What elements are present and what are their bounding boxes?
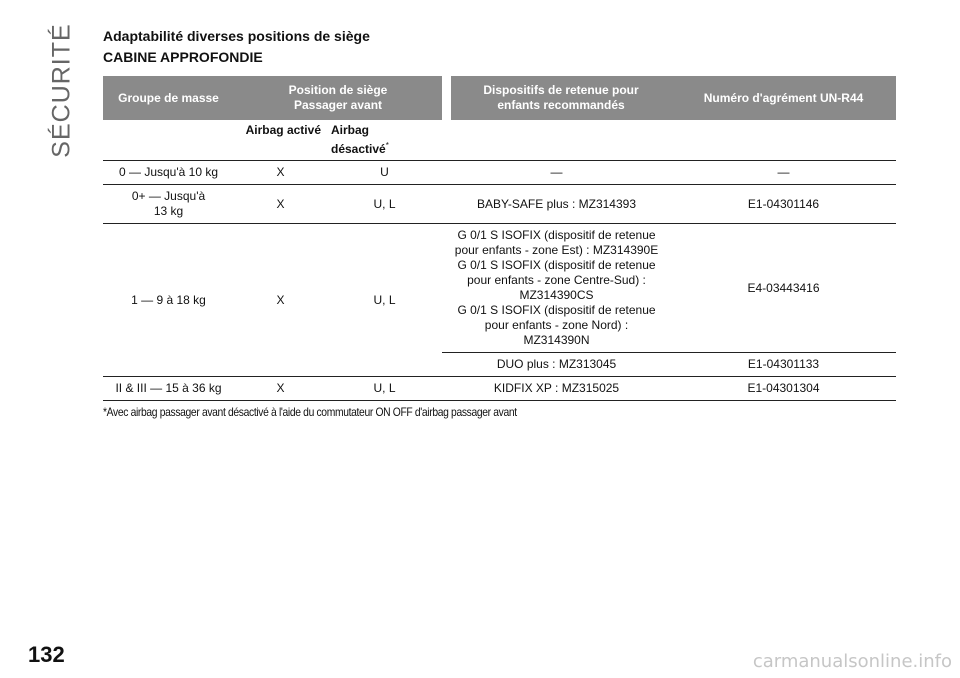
table-row — [103, 185, 896, 224]
header-approval: Numéro d'agrément UN-R44 — [671, 76, 896, 120]
page-title: Adaptabilité diverses positions de siège — [103, 28, 370, 44]
header-seat-position-line2: Passager avant — [293, 98, 383, 112]
cell-device: DUO plus : MZ313045 — [442, 353, 671, 377]
subheader-airbag-off — [327, 120, 896, 161]
device-line: MZ314390N — [523, 333, 590, 347]
subheader-empty — [103, 120, 234, 161]
page-number: 132 — [28, 642, 65, 667]
cell-device: BABY-SAFE plus : MZ314393 — [442, 185, 671, 224]
table-row — [103, 377, 896, 401]
cell-airbag-off: U, L — [327, 185, 442, 224]
section-label-text: SÉCURITÉ — [47, 22, 76, 158]
device-line: pour enfants - zone Est) : MZ314390E — [454, 243, 659, 257]
cell-group — [103, 185, 234, 224]
device-line: G 0/1 S ISOFIX (dispositif de retenue — [457, 303, 656, 317]
header-seat-position — [234, 76, 442, 120]
device-line: G 0/1 S ISOFIX (dispositif de retenue — [457, 228, 656, 242]
header-seat-position-line1: Position de siège — [288, 83, 388, 97]
watermark-text: carmanualsonline.info — [752, 651, 952, 672]
header-devices — [451, 76, 671, 120]
cell-group-line1: 0+ — Jusqu'à — [131, 189, 206, 203]
page-content — [103, 28, 896, 419]
cell-group: 1 — 9 à 18 kg — [103, 224, 234, 377]
cell-airbag-on: X — [234, 224, 327, 377]
page-subtitle: CABINE APPROFONDIE — [103, 49, 263, 65]
cell-group: II & III — 15 à 36 kg — [103, 377, 234, 401]
cell-approval: E1-04301304 — [671, 377, 896, 401]
device-line: MZ314390CS — [519, 288, 594, 302]
cell-device — [442, 224, 671, 353]
table-subheader-row — [103, 120, 896, 161]
cell-group: 0 — Jusqu'à 10 kg — [103, 161, 234, 185]
cell-airbag-off: U, L — [327, 377, 442, 401]
cell-device: — — [442, 161, 671, 185]
device-line: pour enfants - zone Centre-Sud) : — [467, 273, 646, 287]
subheader-airbag-on: Airbag activé — [234, 120, 327, 161]
header-devices-line2: enfants recommandés — [497, 98, 625, 112]
cell-approval: — — [671, 161, 896, 185]
table-header-row — [103, 76, 896, 120]
cell-airbag-on: X — [234, 161, 327, 185]
cell-device: KIDFIX XP : MZ315025 — [442, 377, 671, 401]
cell-airbag-on: X — [234, 377, 327, 401]
cell-approval: E4-03443416 — [671, 224, 896, 353]
section-label — [42, 22, 82, 158]
table-row — [103, 224, 896, 353]
header-gap — [442, 76, 451, 120]
device-line: G 0/1 S ISOFIX (dispositif de retenue — [457, 258, 656, 272]
subheader-airbag-off-line1: Airbag — [331, 123, 370, 137]
cell-approval: E1-04301133 — [671, 353, 896, 377]
cell-approval: E1-04301146 — [671, 185, 896, 224]
cell-airbag-off: U, L — [327, 224, 442, 377]
cell-group-line2: 13 kg — [153, 204, 184, 218]
subheader-airbag-off-line2: désactivé — [331, 142, 386, 156]
header-devices-line1: Dispositifs de retenue pour — [483, 83, 639, 97]
header-group: Groupe de masse — [103, 76, 234, 120]
cell-airbag-on: X — [234, 185, 327, 224]
device-line: pour enfants - zone Nord) : — [484, 318, 629, 332]
seat-compatibility-table — [103, 76, 896, 401]
table-row — [103, 161, 896, 185]
footnote-marker: * — [385, 141, 389, 150]
cell-airbag-off: U — [327, 161, 442, 185]
table-footnote: *Avec airbag passager avant désactivé à l'aide du commutateur ON OFF d'airbag passager avant — [103, 405, 517, 419]
